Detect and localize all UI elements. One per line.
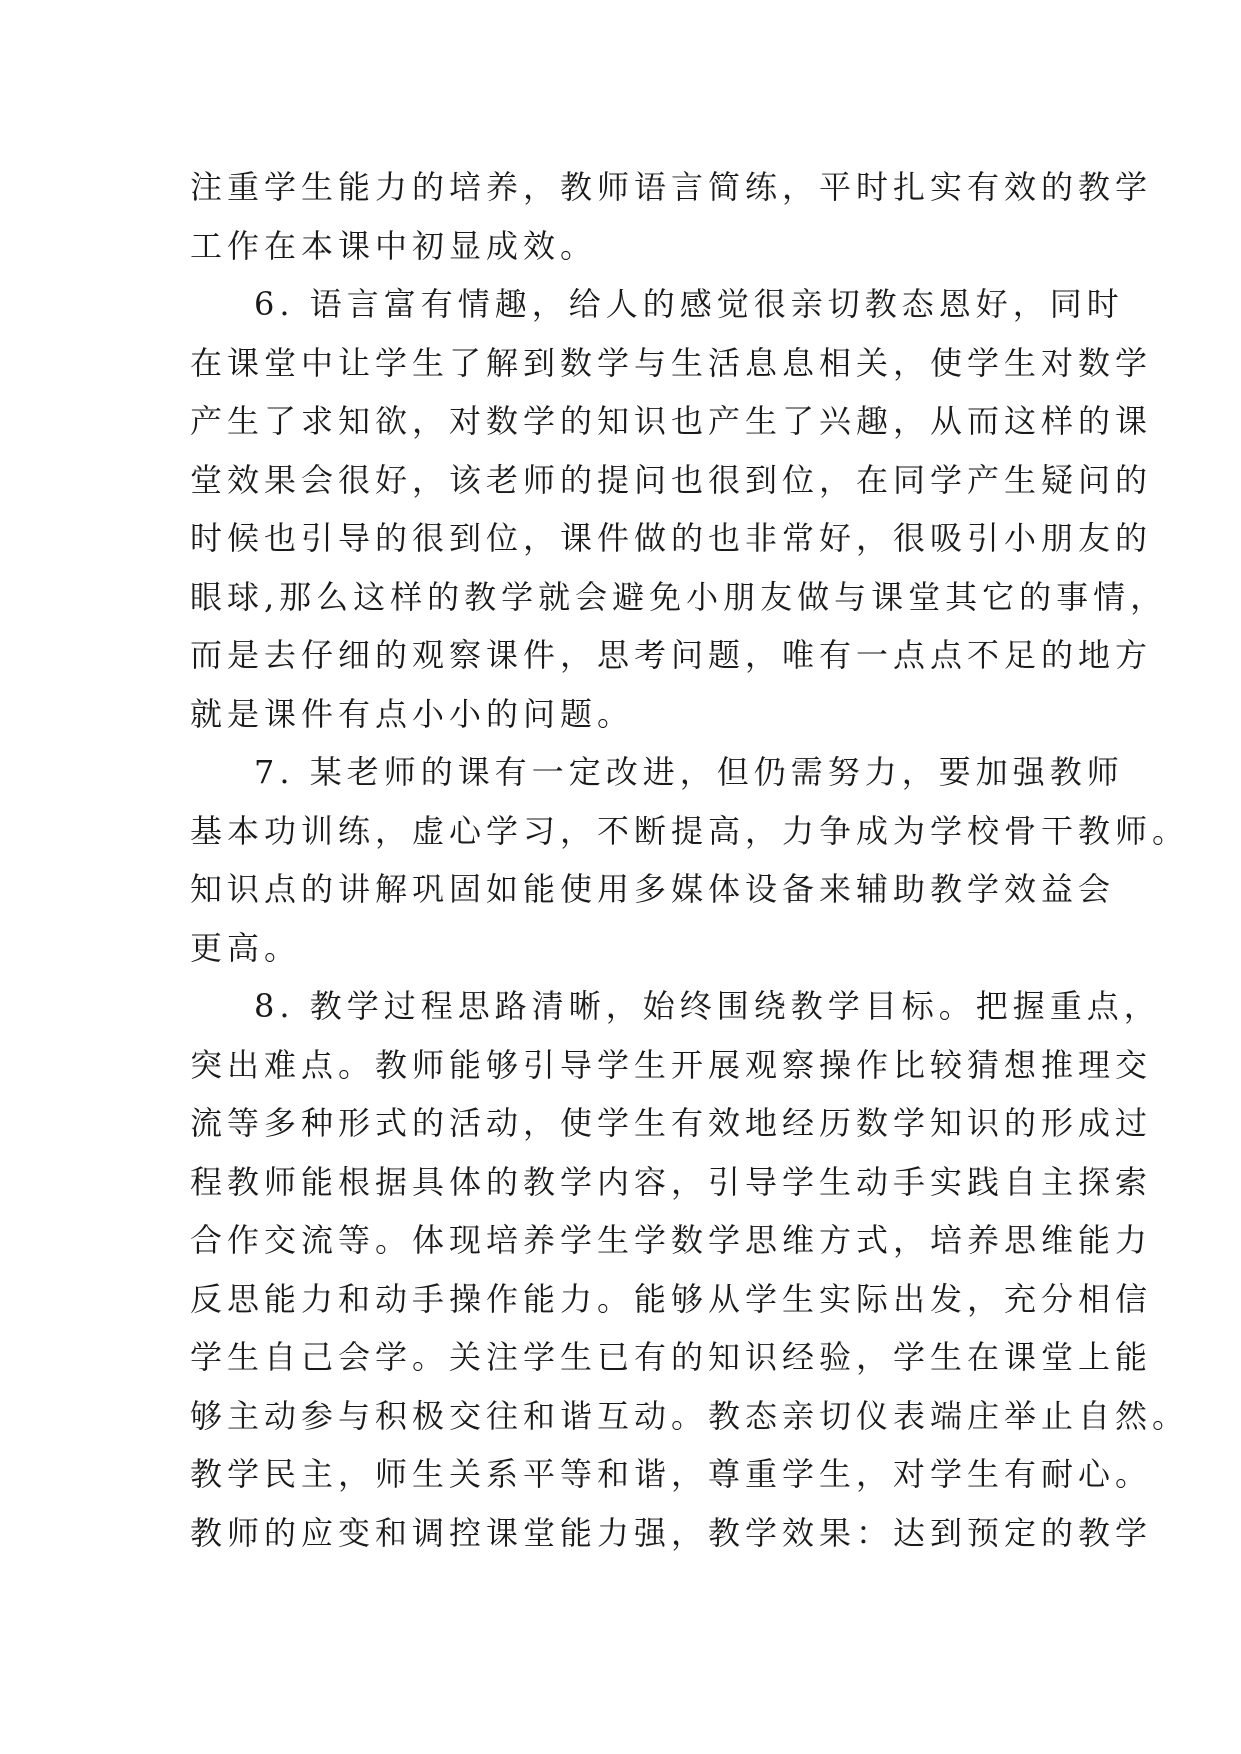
text-line: 眼球,那么这样的教学就会避免小朋友做与课堂其它的事情， [190, 577, 1168, 616]
text-line: 8. 教学过程思路清晰，始终围绕教学目标。把握重点， [254, 987, 1161, 1025]
text-line: 就是课件有点小小的问题。 [190, 694, 635, 733]
text-line: 知识点的讲解巩固如能使用多媒体设备来辅助教学效益会 [190, 870, 1116, 908]
text-line: 6. 语言富有情趣，给人的感觉很亲切教态恩好，同时 [254, 285, 1124, 323]
body-text [190, 158, 1190, 1562]
text-line: 教师的应变和调控课堂能力强，教学效果：达到预定的教学 [190, 1513, 1153, 1552]
text-line: 反思能力和动手操作能力。能够从学生实际出发，充分相信 [190, 1279, 1153, 1318]
text-line: 更高。 [190, 928, 302, 967]
text-line: 工作在本课中初显成效。 [190, 226, 598, 265]
text-line: 基本功训练，虚心学习，不断提高，力争成为学校骨干教师。 [190, 811, 1190, 850]
text-line: 在课堂中让学生了解到数学与生活息息相关，使学生对数学 [190, 343, 1153, 382]
text-line: 程教师能根据具体的教学内容，引导学生动手实践自主探索 [190, 1162, 1153, 1201]
text-line: 突出难点。教师能够引导学生开展观察操作比较猜想推理交 [190, 1045, 1153, 1084]
text-line: 流等多种形式的活动，使学生有效地经历数学知识的形成过 [190, 1104, 1153, 1142]
text-line: 堂效果会很好，该老师的提问也很到位，在同学产生疑问的 [190, 460, 1153, 499]
text-line: 学生自己会学。关注学生已有的知识经验，学生在课堂上能 [190, 1338, 1153, 1376]
text-line: 时候也引导的很到位，课件做的也非常好，很吸引小朋友的 [190, 519, 1153, 557]
text-line: 教学民主，师生关系平等和谐，尊重学生，对学生有耐心。 [190, 1455, 1153, 1493]
text-line: 7. 某老师的课有一定改进，但仍需努力，要加强教师 [254, 753, 1124, 791]
text-line: 注重学生能力的培养，教师语言简练，平时扎实有效的教学 [190, 168, 1153, 206]
text-line: 合作交流等。体现培养学生学数学思维方式，培养思维能力 [190, 1221, 1153, 1259]
text-line: 产生了求知欲，对数学的知识也产生了兴趣，从而这样的课 [190, 402, 1153, 440]
text-line: 而是去仔细的观察课件，思考问题，唯有一点点不足的地方 [190, 636, 1153, 674]
text-line: 够主动参与积极交往和谐互动。教态亲切仪表端庄举止自然。 [190, 1396, 1190, 1435]
